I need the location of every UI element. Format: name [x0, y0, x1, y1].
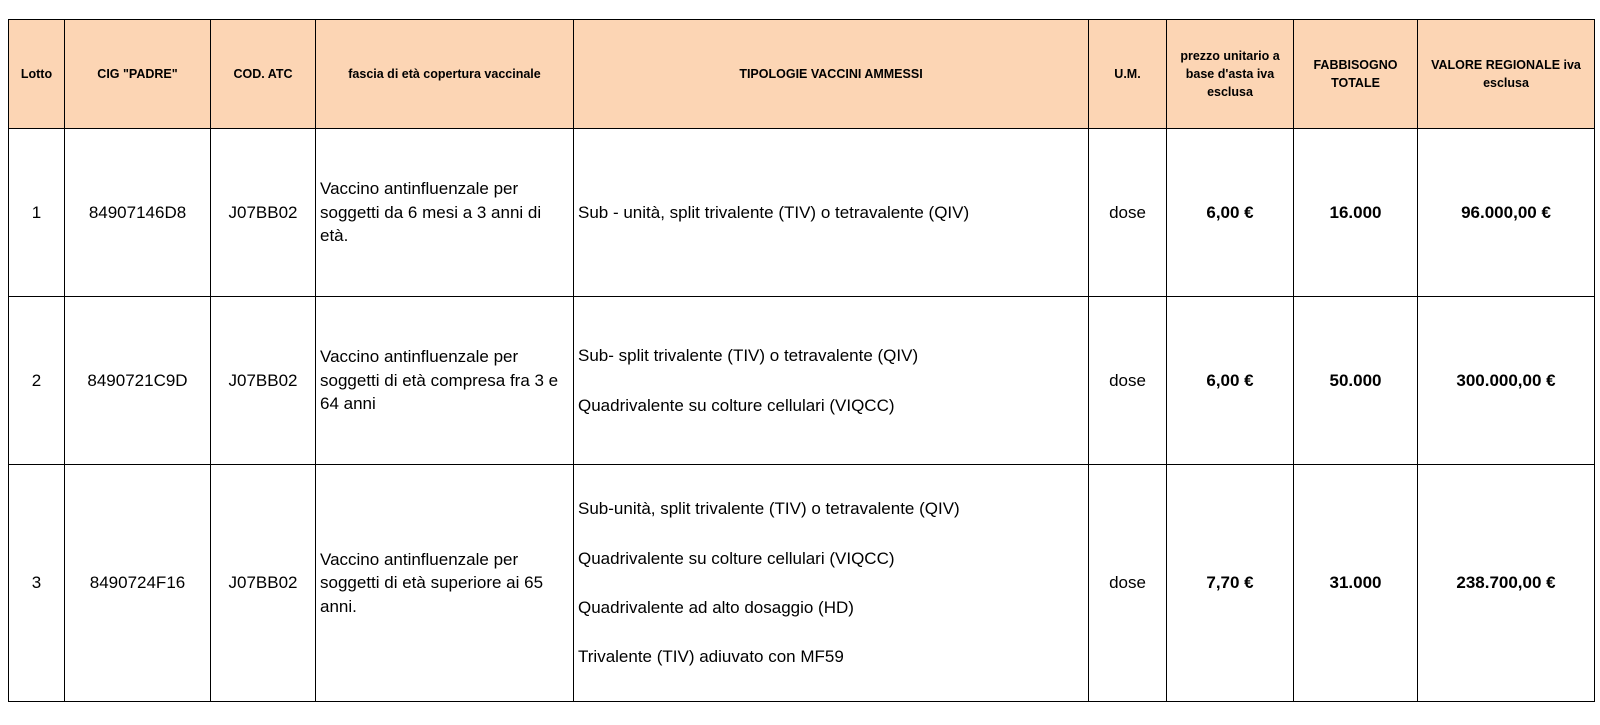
cell-cig: 8490721C9D — [65, 297, 211, 465]
vaccine-type: Sub- split trivalente (TIV) o tetravalente (QIV) — [578, 346, 919, 366]
cell-cig: 8490724F16 — [65, 465, 211, 702]
cell-lotto: 2 — [9, 297, 65, 465]
cell-atc: J07BB02 — [211, 297, 316, 465]
vaccine-type: Sub - unità, split trivalente (TIV) o tetravalente (QIV) — [578, 202, 970, 222]
vaccine-type: Trivalente (TIV) adiuvato con MF59 — [578, 647, 844, 667]
header-valore: VALORE REGIONALE iva esclusa — [1418, 20, 1595, 129]
table-row — [9, 297, 1595, 465]
cell-fascia: Vaccino antinfluenzale per soggetti di età compresa fra 3 e 64 anni — [316, 297, 574, 465]
vaccine-lots-table — [8, 19, 1595, 702]
cell-valore: 300.000,00 € — [1418, 297, 1595, 465]
cell-lotto: 1 — [9, 129, 65, 297]
cell-um: dose — [1089, 465, 1167, 702]
header-row — [9, 20, 1595, 129]
cell-fabbisogno: 31.000 — [1294, 465, 1418, 702]
cell-tipologie — [574, 465, 1089, 702]
vaccine-type: Quadrivalente su colture cellulari (VIQCC) — [578, 548, 895, 568]
cell-fascia: Vaccino antinfluenzale per soggetti da 6 mesi a 3 anni di età. — [316, 129, 574, 297]
cell-tipologie — [574, 129, 1089, 297]
header-lotto: Lotto — [9, 20, 65, 129]
cell-prezzo: 6,00 € — [1167, 297, 1294, 465]
vaccine-type: Quadrivalente ad alto dosaggio (HD) — [578, 598, 854, 617]
cell-um: dose — [1089, 129, 1167, 297]
cell-prezzo: 6,00 € — [1167, 129, 1294, 297]
header-prezzo: prezzo unitario a base d'asta iva esclusa — [1167, 20, 1294, 129]
cell-atc: J07BB02 — [211, 465, 316, 702]
vaccine-type: Quadrivalente su colture cellulari (VIQCC) — [578, 395, 895, 415]
cell-valore: 96.000,00 € — [1418, 129, 1595, 297]
cell-valore: 238.700,00 € — [1418, 465, 1595, 702]
header-atc: COD. ATC — [211, 20, 316, 129]
cell-fabbisogno: 16.000 — [1294, 129, 1418, 297]
header-um: U.M. — [1089, 20, 1167, 129]
cell-tipologie — [574, 297, 1089, 465]
table-row — [9, 465, 1595, 702]
header-tipologie: TIPOLOGIE VACCINI AMMESSI — [574, 20, 1089, 129]
header-fabbisogno: FABBISOGNO TOTALE — [1294, 20, 1418, 129]
cell-fascia: Vaccino antinfluenzale per soggetti di età superiore ai 65 anni. — [316, 465, 574, 702]
cell-prezzo: 7,70 € — [1167, 465, 1294, 702]
table-row — [9, 129, 1595, 297]
cell-cig: 84907146D8 — [65, 129, 211, 297]
header-fascia: fascia di età copertura vaccinale — [316, 20, 574, 129]
header-cig: CIG "PADRE" — [65, 20, 211, 129]
cell-atc: J07BB02 — [211, 129, 316, 297]
vaccine-type: Sub-unità, split trivalente (TIV) o tetravalente (QIV) — [578, 499, 960, 519]
cell-um: dose — [1089, 297, 1167, 465]
cell-lotto: 3 — [9, 465, 65, 702]
cell-fabbisogno: 50.000 — [1294, 297, 1418, 465]
